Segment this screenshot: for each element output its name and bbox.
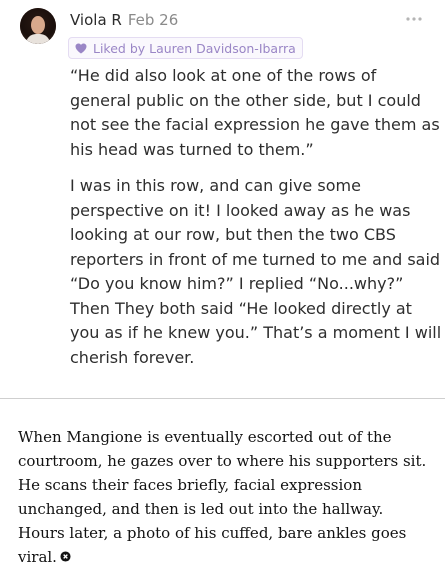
comment-body — [70, 64, 442, 370]
comment-header — [70, 10, 178, 30]
comment-paragraph: “He did also look at one of the rows of general public on the other side, but I could not see the facial expression he gave them as his head was turned to them.” — [70, 66, 440, 159]
avatar-shirt — [26, 34, 50, 44]
article-excerpt — [0, 399, 445, 570]
avatar[interactable] — [20, 8, 56, 44]
liked-by-text: Liked by Lauren Davidson-Ibarra — [93, 40, 296, 56]
heart-icon — [75, 43, 87, 54]
more-options-icon[interactable] — [405, 8, 423, 26]
article-paragraph — [18, 425, 430, 569]
comment-paragraph: I was in this row, and can give some perspective on it! I looked away as he was looking at our row, but then the two CBS reporters in front of me turned to me and said “Do you know him?” I replied “No...why?” Then They both said “He looked directly at you as if he knew you.” That’s a moment I will cherish forever. — [70, 176, 442, 367]
author-name[interactable]: Viola R — [70, 11, 122, 29]
liked-by-badge[interactable] — [68, 37, 303, 59]
article-text: When Mangione is eventually escorted out of the courtroom, he gazes over to where his supporters sit. He scans their faces briefly, facial expression unchanged, and then is led out into the hallway. Hours later, a photo of his cuffed, bare ankles goes viral. — [18, 428, 427, 566]
comment-date: Feb 26 — [127, 11, 179, 29]
end-mark-icon — [60, 551, 71, 562]
avatar-face — [31, 16, 45, 34]
